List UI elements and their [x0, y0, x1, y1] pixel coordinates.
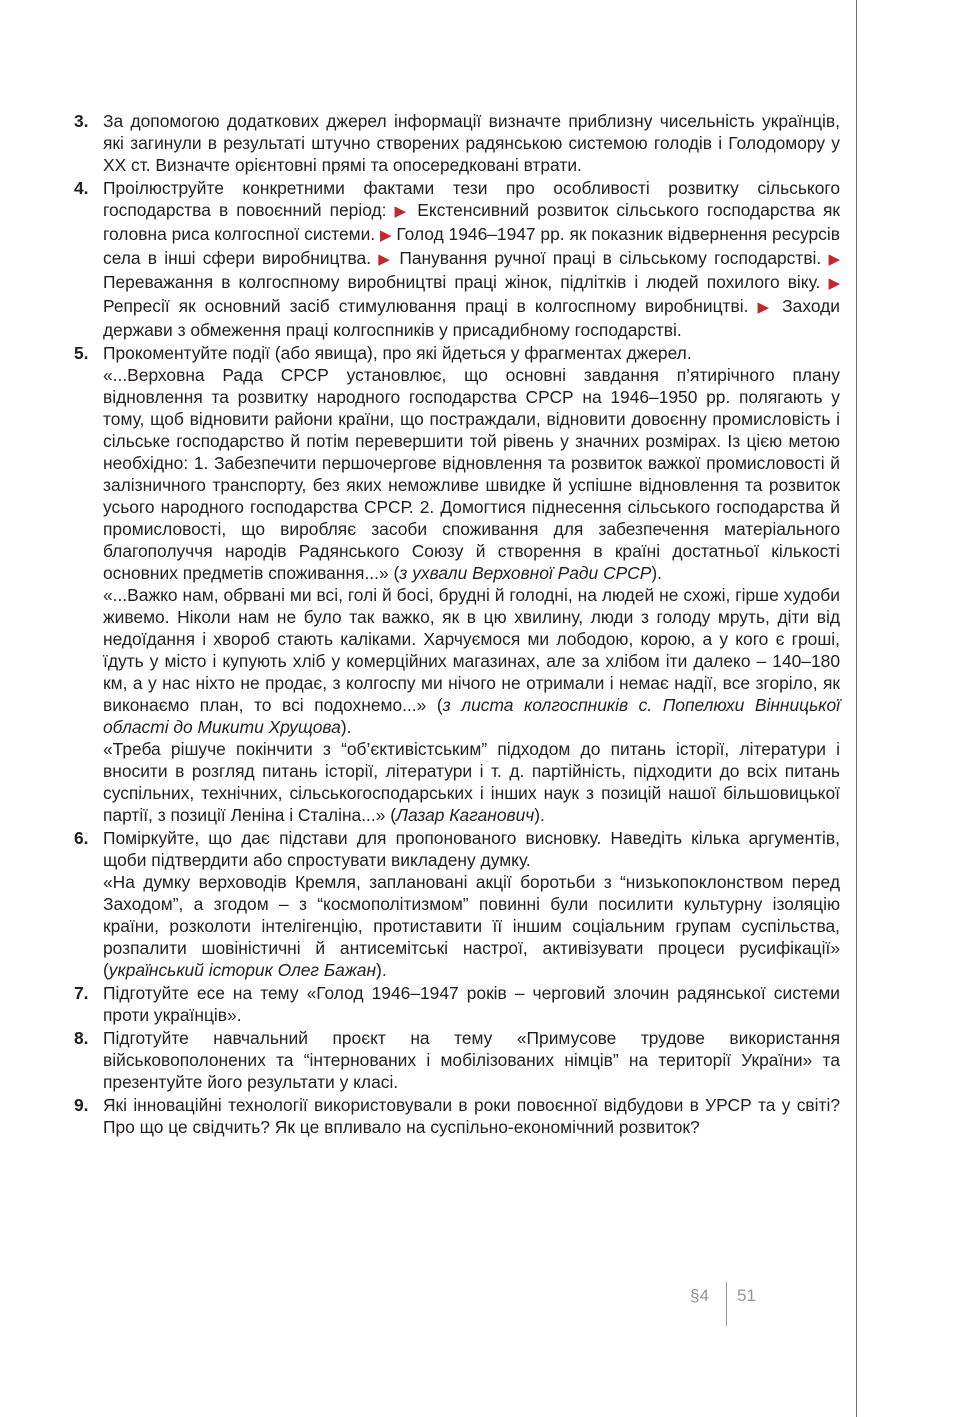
text-run: ).: [534, 805, 545, 825]
text-run: ).: [376, 960, 387, 980]
task-text: [103, 827, 840, 871]
text-run: Поміркуйте, що дає підстави для пропонованого висновку. Наведіть кілька аргументів, щоби підтвердити або спростувати викладену думку.: [103, 828, 840, 870]
source-attribution: Лазар Каганович: [396, 805, 535, 825]
task-item: [74, 827, 840, 981]
task-number: 7.: [74, 983, 89, 1003]
text-run: Репресії як основний засіб стимулювання праці в колгоспному виробництві.: [103, 296, 758, 316]
text-run: Заходи держави з обмеження праці колгоспників у присадибному господарстві.: [103, 296, 840, 340]
task-item: [74, 1027, 840, 1093]
task-text: [103, 342, 840, 364]
task-item: [74, 1094, 840, 1138]
task-item: [74, 342, 840, 826]
task-number: 4.: [74, 178, 89, 198]
section-number: §4: [690, 1286, 709, 1305]
text-run: «На думку верховодів Кремля, заплановані акції боротьби з “низькопоклонством перед Заходом”, а згодом – з “космополітизмом” повинні були посилити культурну ізоляцію країни, розколоти інтелігенцію, протиставити її іншим соціальним групам суспільства, розпалити шовіністичні й антисемітські настрої, активізувати процеси русифікації» (: [103, 872, 840, 980]
source-quote: [103, 584, 840, 738]
bullet-arrow-icon: ▶: [828, 251, 840, 268]
page-number: 51: [737, 1286, 756, 1305]
bullet-arrow-icon: ▶: [378, 251, 393, 268]
text-run: Проілюструйте конкретними фактами тези про особливості розвитку сільського господарства в повоєнний період:: [103, 178, 840, 220]
task-item: [74, 177, 840, 341]
footer-divider: [726, 1282, 727, 1326]
source-attribution: з ухвали Верховної Ради СРСР: [399, 563, 652, 583]
source-attribution: з листа колгоспників с. Попелюхи Вінницької області до Микити Хрущова: [103, 695, 840, 737]
text-run: Переважання в колгоспному виробництві праці жінок, підлітків і людей похилого віку.: [103, 272, 829, 292]
text-run: «Треба рішуче покінчити з “об’єктивістським” підходом до питань історії, літератури і вносити в розгляд питань історії, літератури і т. д. партійність, підходити до всіх питань суспільних, технічних, сільськогосподарських і інших наук з позицій нашої більшовицької партії, з позиції Леніна і Сталіна...» (: [103, 739, 840, 825]
bullet-arrow-icon: ▶: [828, 275, 840, 292]
bullet-arrow-icon: ▶: [757, 299, 774, 316]
page-footer: [0, 1282, 963, 1332]
text-run: Які інноваційні технології використовували в роки повоєнної відбудови в УРСР та у світі? Про що це свідчить? Як це впливало на суспільно-економічний розвиток?: [103, 1095, 840, 1137]
text-run: Екстенсивний розвиток сільського господарства як головна риса колгоспної системи.: [103, 200, 840, 244]
text-run: Прокоментуйте події (або явища), про які йдеться у фрагментах джерел.: [103, 343, 692, 363]
source-attribution: український історик Олег Бажан: [108, 960, 377, 980]
task-text: [103, 982, 840, 1026]
task-number: 6.: [74, 828, 89, 848]
source-quote: [103, 871, 840, 981]
right-margin-rule: [856, 0, 857, 1417]
source-quote: [103, 364, 840, 584]
text-run: Голод 1946–1947 рр. як показник відвернення ресурсів села в інші сфери виробництва.: [103, 224, 840, 268]
text-run: Панування ручної праці в сільському господарстві.: [392, 248, 829, 268]
text-run: Підготуйте навчальний проєкт на тему «Примусове трудове використання військовополонених та “інтернованих і мобілізованих німців” на території України» та презентуйте його результати у класі.: [103, 1028, 840, 1092]
task-text: [103, 1094, 840, 1138]
source-quote: [103, 738, 840, 826]
task-number: 9.: [74, 1095, 89, 1115]
task-text: [103, 1027, 840, 1093]
text-run: «...Важко нам, обрвані ми всі, голі й босі, брудні й голодні, на людей не схожі, гірше худоби живемо. Ніколи нам не було так важко, як в цю хвилину, люди з голоду мруть, діти від недоїдання і хвороб стають каліками. Харчуємося ми лободою, корою, а у кого є гроші, їдуть у місто і купують хліб у комерційних магазинах, але за хлібом іти далеко – 140–180 км, а у нас ніхто не продає, з колгоспу ми нічого не отримали і немає надії, все згоріло, як виконаємо план, то всі подохнемо...» (: [103, 585, 840, 715]
task-list: [74, 110, 840, 1139]
text-run: За допомогою додаткових джерел інформації визначте приблизну чисельність українців, які загинули в результаті штучно створених радянською системою голодів і Голодомору у ХХ ст. Визначте орієнтовні прямі та опосередковані втрати.: [103, 111, 840, 175]
task-item: [74, 110, 840, 176]
task-item: [74, 982, 840, 1026]
bullet-arrow-icon: ▶: [394, 203, 410, 220]
task-text: [103, 177, 840, 341]
task-number: 8.: [74, 1028, 89, 1048]
text-run: «...Верховна Рада СРСР установлює, що основні завдання п’ятирічного плану відновлення та розвитку народного господарства СРСР на 1946–1950 рр. полягають у тому, щоб відновити райони країни, що постраждали, відновити довоєнну промисловість і сільське господарство й потім перевершити той рівень у значних розмірах. Із цією метою необхідно: 1. Забезпечити першочергове відновлення та розвиток важкої промисловості й залізничного транспорту, без яких неможливе швидке й успішне відновлення та розвиток усього народного господарства СРСР. 2. Домогтися піднесення сільського господарства й промисловості, що виробляє засоби споживання для забезпечення матеріального благополуччя народів Радянського Союзу й створення в країні достатньої кількості основних предметів споживання...» (: [103, 365, 840, 583]
task-text: [103, 110, 840, 176]
text-run: Підготуйте есе на тему «Голод 1946–1947 років – черговий злочин радянської системи проти українців».: [103, 983, 840, 1025]
text-run: ).: [651, 563, 662, 583]
task-number: 5.: [74, 343, 89, 363]
task-number: 3.: [74, 111, 89, 131]
bullet-arrow-icon: ▶: [380, 227, 392, 244]
text-run: ).: [340, 717, 352, 737]
